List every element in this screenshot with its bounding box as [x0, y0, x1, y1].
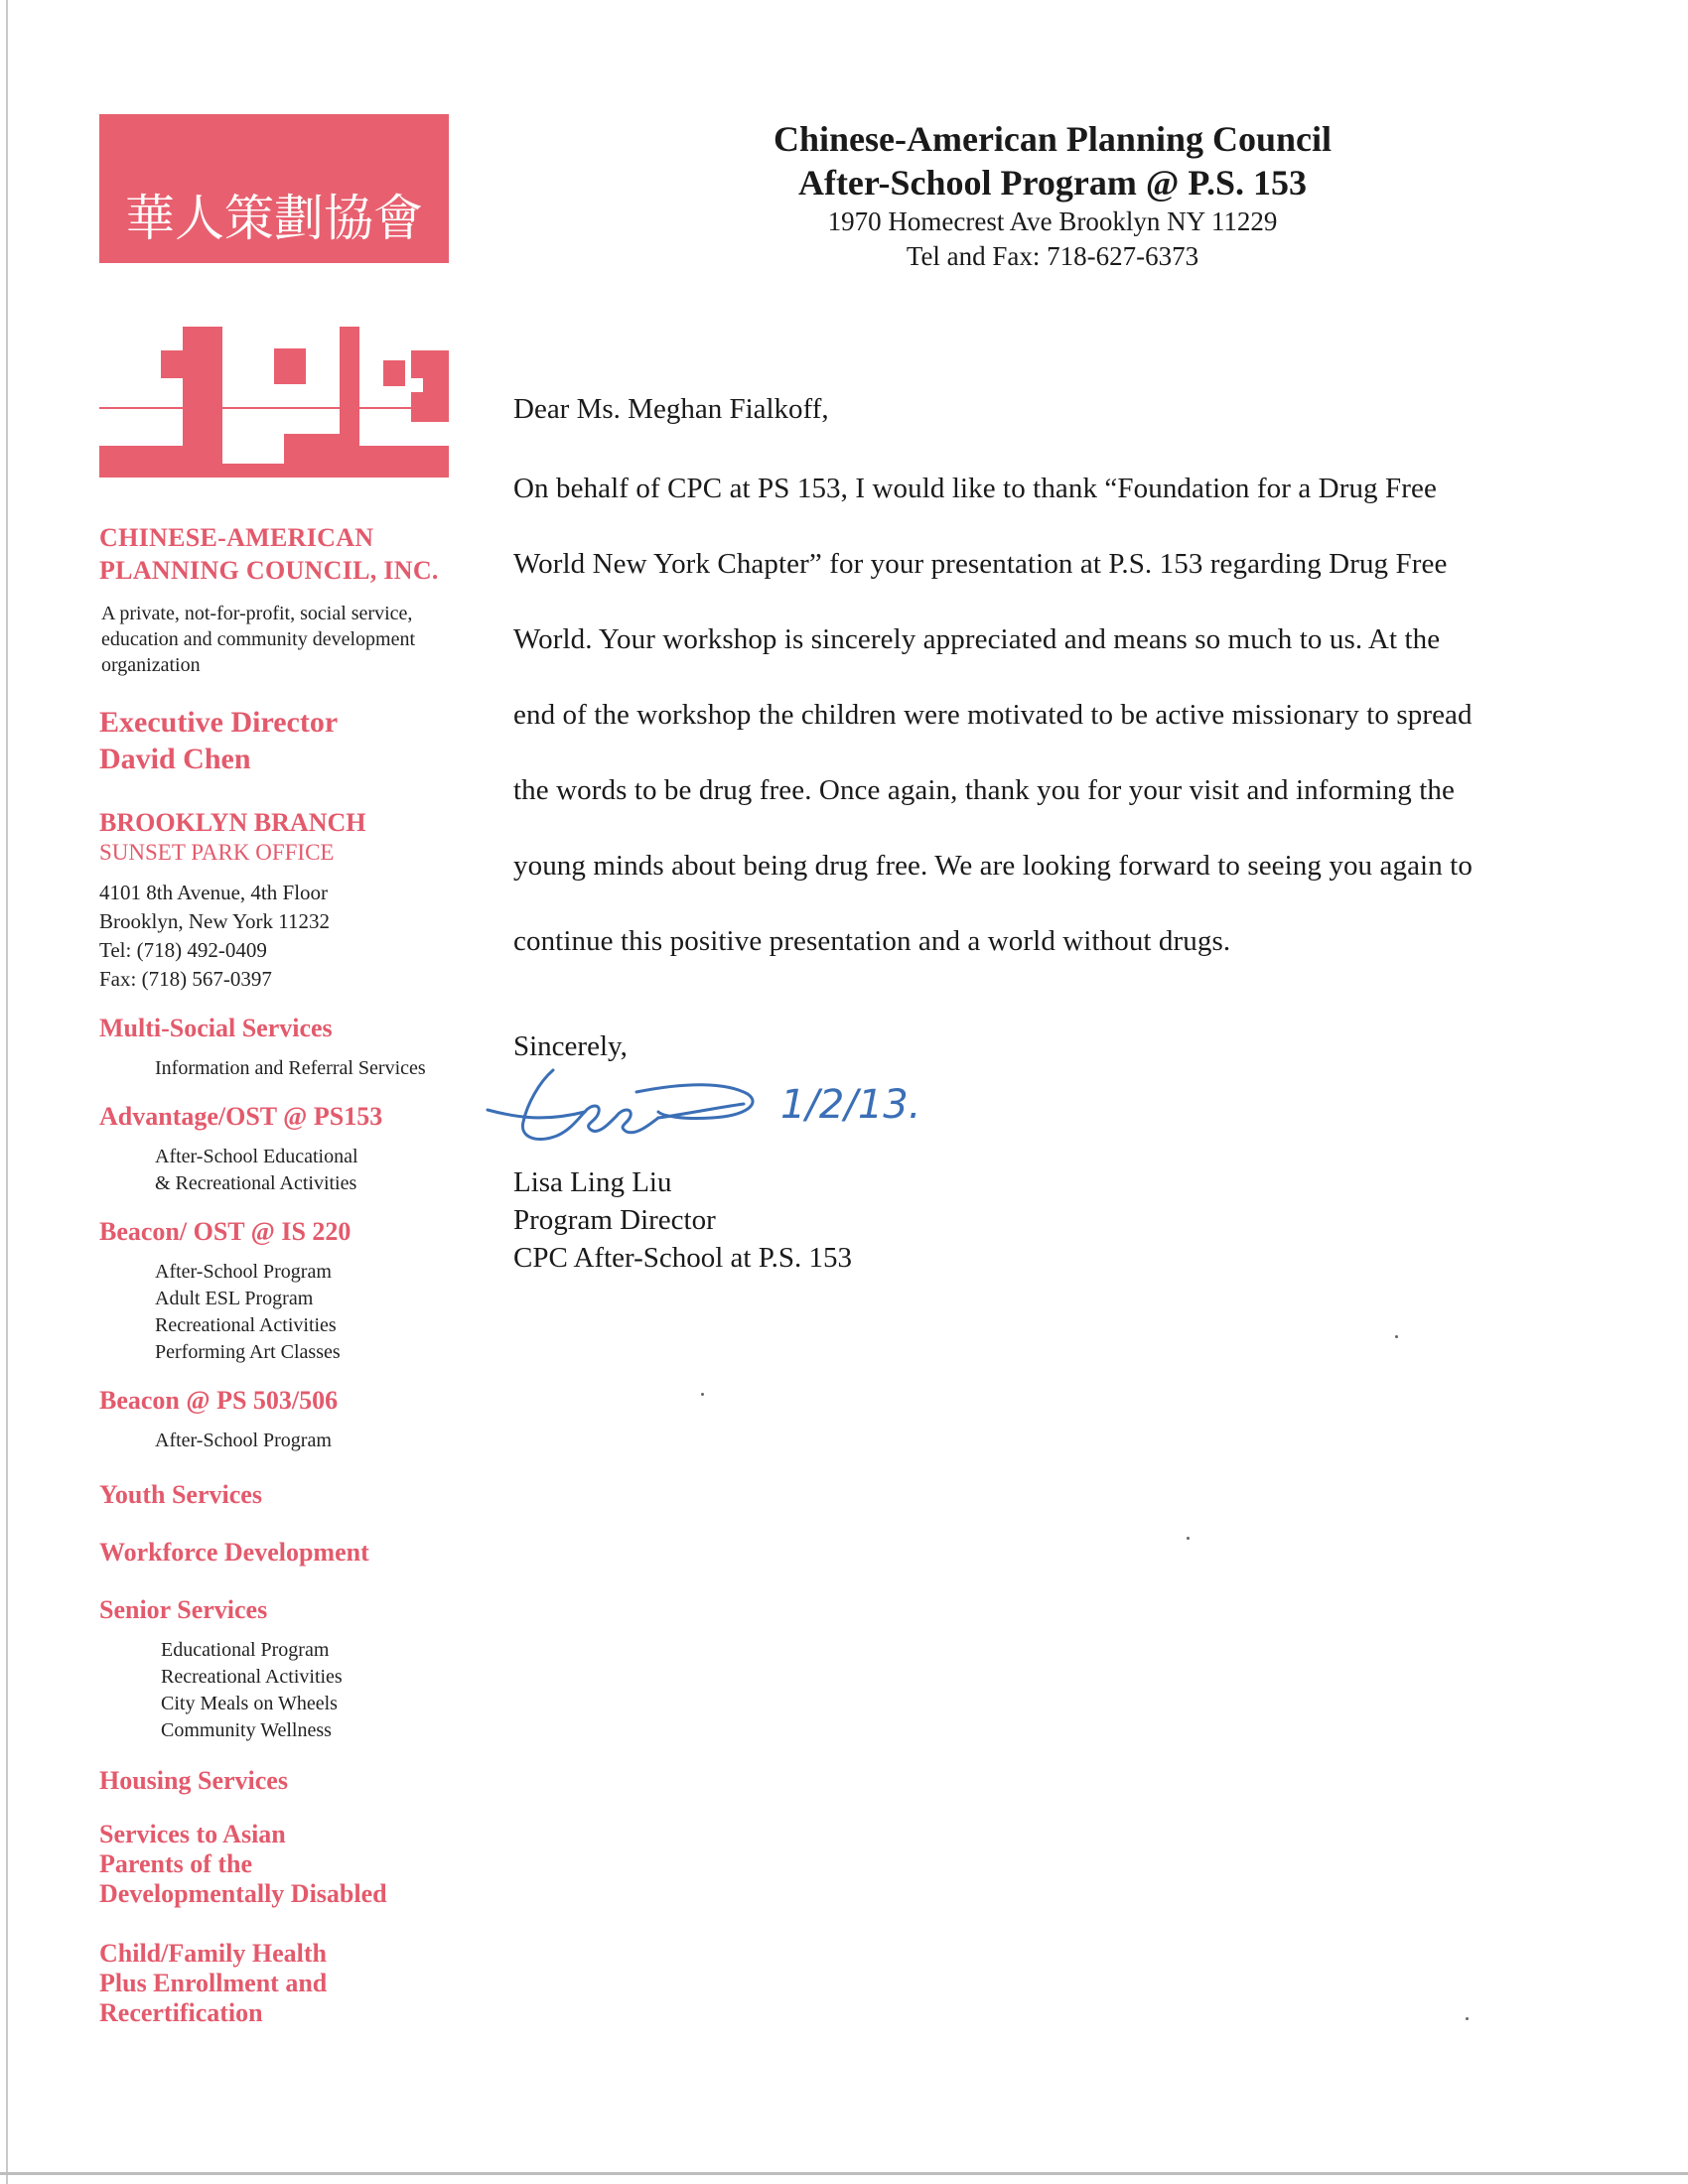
- letter-line: young minds about being drug free. We are looking forward to seeing you again to: [513, 850, 1473, 882]
- letter-line: World New York Chapter” for your presentation at P.S. 153 regarding Drug Free: [513, 548, 1448, 580]
- address-line: 4101 8th Avenue, 4th Floor: [99, 881, 329, 904]
- service-item: Educational Program: [161, 1639, 330, 1661]
- service-advantage: Advantage/OST @ PS153: [99, 1102, 383, 1131]
- letter-line: continue this positive presentation and a world without drugs.: [513, 925, 1231, 957]
- sidebar: [99, 521, 477, 2028]
- scan-speck: [1395, 1335, 1398, 1338]
- signer-title: Program Director: [513, 1204, 716, 1236]
- signer-org: CPC After-School at P.S. 153: [513, 1242, 853, 1274]
- exec-name: David Chen: [99, 743, 251, 775]
- service-item: Recreational Activities: [155, 1314, 337, 1336]
- handwritten-signature: [488, 1052, 921, 1161]
- service-title-line: Developmentally Disabled: [99, 1879, 387, 1908]
- office-title: SUNSET PARK OFFICE: [99, 840, 335, 865]
- service-title-line: Plus Enrollment and: [99, 1969, 328, 1997]
- service-beacon-is220: Beacon/ OST @ IS 220: [99, 1217, 352, 1246]
- org-name-line1: CHINESE-AMERICAN: [99, 523, 374, 552]
- letter-line: World. Your workshop is sincerely appreciated and means so much to us. At the: [513, 623, 1441, 655]
- org-description: A private, not-for-profit, social service, education and community development organization: [101, 603, 416, 676]
- closing: Sincerely,: [513, 1030, 628, 1062]
- letterhead: [645, 117, 1460, 274]
- service-items: [155, 1144, 477, 1197]
- letterhead-program: After-School Program @ P.S. 153: [797, 163, 1308, 203]
- service-workforce: Workforce Development: [99, 1538, 369, 1567]
- branch-title: BROOKLYN BRANCH: [99, 808, 366, 837]
- cpc-logo: [99, 114, 449, 478]
- service-item: Performing Art Classes: [155, 1341, 341, 1363]
- letter-line: end of the workshop the children were motivated to be active missionary to spread: [513, 699, 1473, 731]
- service-multi-social: Multi-Social Services: [99, 1014, 333, 1042]
- service-item: After-School Educational: [155, 1146, 358, 1167]
- service-item: City Meals on Wheels: [161, 1693, 338, 1714]
- service-item: Adult ESL Program: [155, 1288, 314, 1309]
- service-title-line: Parents of the: [99, 1849, 253, 1878]
- scan-bottom-edge: [0, 2172, 1688, 2175]
- svg-text:華人策劃協會: 華人策劃協會: [125, 190, 423, 247]
- salutation: Dear Ms. Meghan Fialkoff,: [513, 393, 829, 425]
- service-youth: Youth Services: [99, 1480, 262, 1509]
- letter-line: the words to be drug free. Once again, thank you for your visit and informing the: [513, 774, 1455, 806]
- signer-name: Lisa Ling Liu: [513, 1166, 672, 1198]
- letterhead-address: 1970 Homecrest Ave Brooklyn NY 11229: [827, 206, 1278, 236]
- service-senior: Senior Services: [99, 1595, 268, 1624]
- scan-speck: [701, 1393, 704, 1396]
- service-item: & Recreational Activities: [155, 1172, 357, 1194]
- service-items: [161, 1637, 477, 1744]
- service-item: Community Wellness: [161, 1719, 332, 1741]
- exec-title: Executive Director: [99, 706, 339, 739]
- letter-paragraph: [513, 451, 1606, 979]
- letterhead-tel: Tel and Fax: 718-627-6373: [906, 241, 1199, 271]
- service-housing: Housing Services: [99, 1766, 288, 1795]
- scan-speck: [1466, 2017, 1469, 2020]
- branch-address: [99, 879, 477, 994]
- service-title-line: Recertification: [99, 1998, 263, 2027]
- scan-speck: [1187, 1537, 1190, 1540]
- service-item: Information and Referral Services: [155, 1057, 426, 1079]
- service-items: [155, 1055, 477, 1082]
- address-line: Fax: (718) 567-0397: [99, 967, 272, 991]
- scan-edge: [6, 0, 8, 2184]
- service-title-line: Child/Family Health: [99, 1939, 327, 1968]
- signer-info: [513, 1163, 1606, 1277]
- service-asian-parents: [99, 1820, 477, 1909]
- address-line: Tel: (718) 492-0409: [99, 938, 267, 962]
- svg-text:1/2/13.: 1/2/13.: [780, 1082, 921, 1128]
- letterhead-org: Chinese-American Planning Council: [773, 119, 1333, 159]
- service-item: After-School Program: [155, 1261, 332, 1283]
- cpc-logo-graphic: [99, 114, 449, 478]
- signature-block: [513, 1066, 1606, 1158]
- service-item: Recreational Activities: [161, 1666, 343, 1688]
- service-item: After-School Program: [155, 1430, 332, 1451]
- letter-line: On behalf of CPC at PS 153, I would like to thank “Foundation for a Drug Free: [513, 473, 1437, 504]
- org-name-line2: PLANNING COUNCIL, INC.: [99, 556, 439, 585]
- service-title-line: Services to Asian: [99, 1820, 286, 1848]
- service-items: [155, 1428, 477, 1454]
- address-line: Brooklyn, New York 11232: [99, 909, 330, 933]
- service-child-family-health: [99, 1939, 477, 2028]
- service-items: [155, 1259, 477, 1366]
- service-beacon-ps503: Beacon @ PS 503/506: [99, 1386, 339, 1415]
- letter-body: [513, 389, 1606, 1277]
